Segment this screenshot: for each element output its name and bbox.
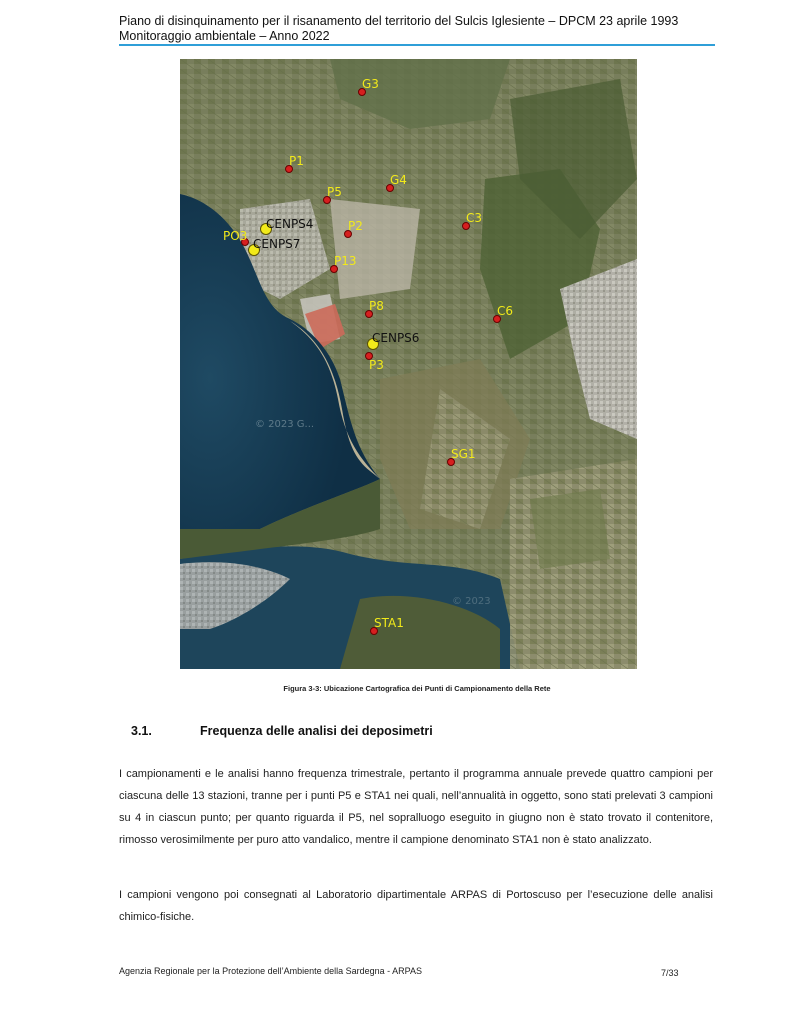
station-label-g3: G3 bbox=[362, 77, 379, 91]
header-divider bbox=[119, 44, 715, 46]
svg-text:© 2023 G...: © 2023 G... bbox=[255, 419, 315, 430]
station-label-cenps7: CENPS7 bbox=[253, 237, 301, 251]
station-label-p13: P13 bbox=[334, 254, 357, 268]
footer-agency: Agenzia Regionale per la Protezione dell’Ambiente della Sardegna - ARPAS bbox=[119, 966, 423, 976]
station-label-sg1: SG1 bbox=[451, 447, 476, 461]
station-label-po3: PO3 bbox=[223, 229, 248, 243]
page-number: 7/33 bbox=[661, 968, 679, 978]
section-title: Frequenza delle analisi dei deposimetri bbox=[200, 724, 433, 738]
station-label-g4: G4 bbox=[390, 173, 407, 187]
satellite-map-image bbox=[180, 59, 637, 669]
section-heading bbox=[131, 724, 433, 738]
page-header bbox=[119, 14, 715, 44]
station-label-c3: C3 bbox=[466, 211, 483, 225]
svg-text:© 2023: © 2023 bbox=[452, 596, 491, 607]
station-label-p8: P8 bbox=[369, 299, 384, 313]
station-label-cenps6: CENPS6 bbox=[372, 331, 420, 345]
station-label-cenps4: CENPS4 bbox=[266, 217, 314, 231]
section-number: 3.1. bbox=[131, 724, 152, 738]
station-label-p5: P5 bbox=[327, 185, 342, 199]
figure-caption: Figura 3-3: Ubicazione Cartografica dei Punti di Campionamento della Rete bbox=[283, 684, 551, 693]
station-label-p2: P2 bbox=[348, 219, 363, 233]
station-label-p3: P3 bbox=[369, 358, 384, 372]
station-label-sta1: STA1 bbox=[374, 616, 404, 630]
header-title: Piano di disinquinamento per il risanamento del territorio del Sulcis Iglesiente – DPCM 23 aprile 1993 bbox=[119, 14, 679, 28]
header-subtitle: Monitoraggio ambientale – Anno 2022 bbox=[119, 29, 330, 43]
body-paragraph: I campioni vengono poi consegnati al Laboratorio dipartimentale ARPAS di Portoscuso per l’esecuzione delle analisi chimico-fisiche. bbox=[119, 889, 713, 923]
station-label-c6: C6 bbox=[497, 304, 514, 318]
body-paragraph: I campionamenti e le analisi hanno frequenza trimestrale, pertanto il programma annuale prevede quattro campioni per ciascuna delle 13 stazioni, tranne per i punti P5 e STA1 nei quali, nell’annualità in oggetto, sono stati prelevati 3 campioni su 4 in ciascun punto; per quanto riguarda il P5, nel sopralluogo eseguito in giugno non è stato trovato il contenitore, rimosso verosimilmente per puro atto vandalico, mentre il campione denominato STA1 non è stato analizzato. bbox=[119, 768, 713, 846]
station-label-p1: P1 bbox=[289, 154, 304, 168]
sampling-map bbox=[180, 59, 637, 669]
